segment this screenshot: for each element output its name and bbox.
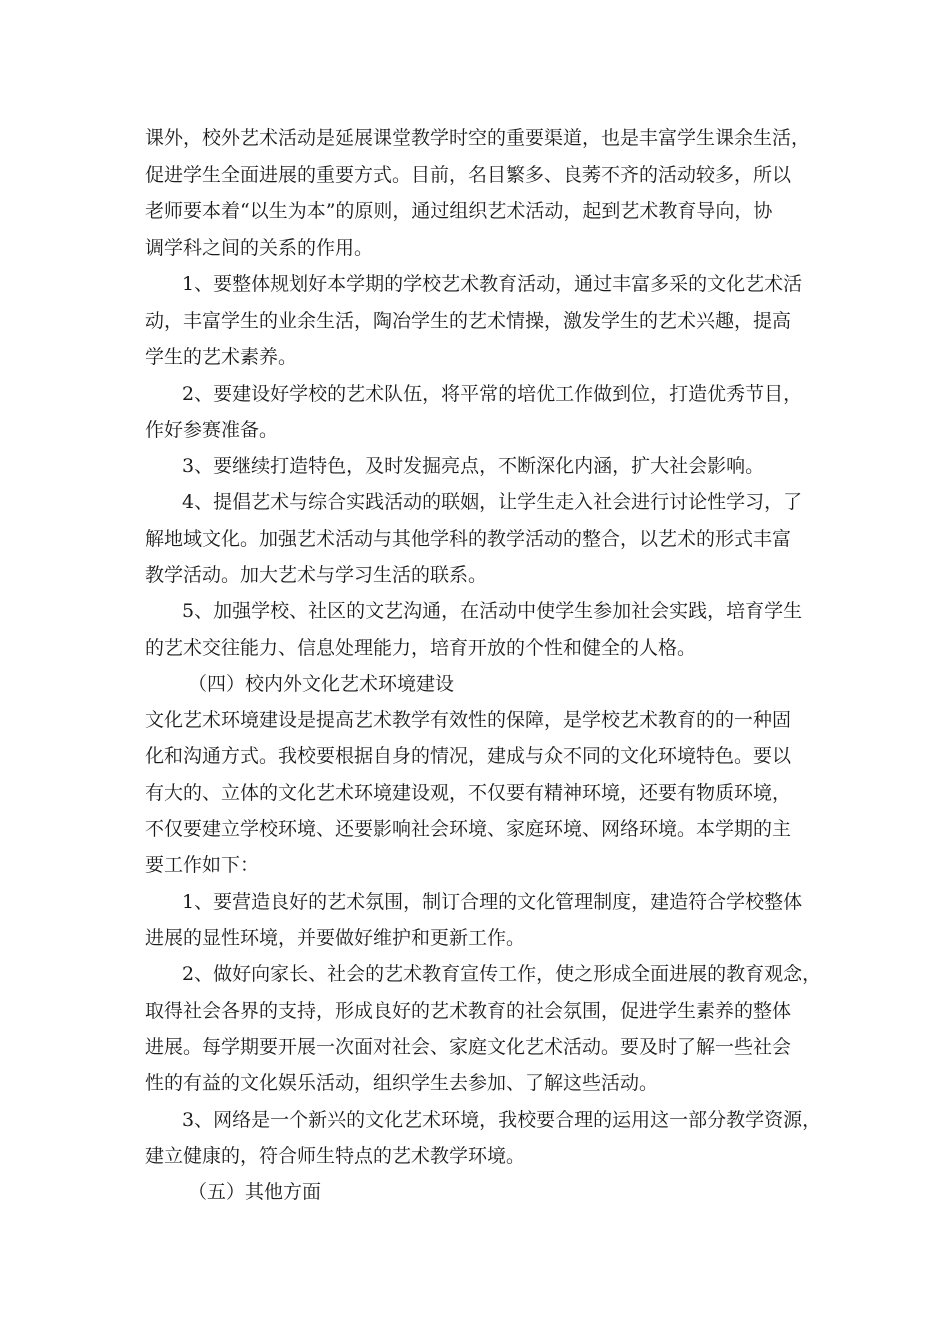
text-line: 化和沟通方式。我校要根据自身的情况，建成与众不同的文化环境特色。要以 <box>145 745 792 767</box>
text-line: 建立健康的，符合师生特点的艺术教学环境。 <box>145 1145 526 1167</box>
text-line: 3、网络是一个新兴的文化艺术环境，我校要合理的运用这一部分教学资源， <box>182 1109 822 1131</box>
text-line: 进展的显性环境，并要做好维护和更新工作。 <box>145 927 526 949</box>
text-line: 解地域文化。加强艺术活动与其他学科的教学活动的整合，以艺术的形式丰富 <box>145 528 792 550</box>
text-line: 动，丰富学生的业余生活，陶冶学生的艺术情操，激发学生的艺术兴趣，提高 <box>145 310 792 332</box>
text-line: 不仅要建立学校环境、还要影响社会环境、家庭环境、网络环境。本学期的主 <box>145 818 792 840</box>
text-line: 4、提倡艺术与综合实践活动的联姻，让学生走入社会进行讨论性学习，了 <box>182 491 803 513</box>
text-line: 3、要继续打造特色，及时发掘亮点，不断深化内涵，扩大社会影响。 <box>182 455 765 477</box>
text-line: 1、要整体规划好本学期的学校艺术教育活动，通过丰富多采的文化艺术活 <box>182 273 803 295</box>
text-line: 有大的、立体的文化艺术环境建设观，不仅要有精神环境，还要有物质环境， <box>145 782 792 804</box>
text-line: 性的有益的文化娱乐活动，组织学生去参加、了解这些活动。 <box>145 1072 659 1094</box>
section-heading: （五）其他方面 <box>188 1181 322 1203</box>
text-line: 促进学生全面进展的重要方式。目前，名目繁多、良莠不齐的活动较多，所以 <box>145 164 792 186</box>
section-heading: （四）校内外文化艺术环境建设 <box>188 673 455 695</box>
text-line: 要工作如下： <box>145 854 260 876</box>
text-line: 2、要建设好学校的艺术队伍，将平常的培优工作做到位，打造优秀节目， <box>182 383 803 405</box>
text-line: 取得社会各界的支持，形成良好的艺术教育的社会氛围，促进学生素养的整体 <box>145 1000 792 1022</box>
text-line: 5、加强学校、社区的文艺沟通，在活动中使学生参加社会实践，培育学生 <box>182 600 803 622</box>
text-line: 作好参赛准备。 <box>145 419 279 441</box>
text-line: 学生的艺术素养。 <box>145 346 298 368</box>
text-line: 2、做好向家长、社会的艺术教育宣传工作，使之形成全面进展的教育观念， <box>182 963 822 985</box>
text-line: 调学科之间的关系的作用。 <box>145 237 374 259</box>
text-line: 老师要本着“以生为本”的原则，通过组织艺术活动，起到艺术教育导向，协 <box>145 200 773 222</box>
text-line: 文化艺术环境建设是提高艺术教学有效性的保障，是学校艺术教育的的一种固 <box>145 709 792 731</box>
text-line: 的艺术交往能力、信息处理能力，培育开放的个性和健全的人格。 <box>145 637 697 659</box>
text-line: 进展。每学期要开展一次面对社会、家庭文化艺术活动。要及时了解一些社会 <box>145 1036 792 1058</box>
text-line: 1、要营造良好的艺术氛围，制订合理的文化管理制度，建造符合学校整体 <box>182 891 803 913</box>
text-line: 课外，校外艺术活动是延展课堂教学时空的重要渠道，也是丰富学生课余生活， <box>145 127 811 149</box>
text-line: 教学活动。加大艺术与学习生活的联系。 <box>145 564 488 586</box>
